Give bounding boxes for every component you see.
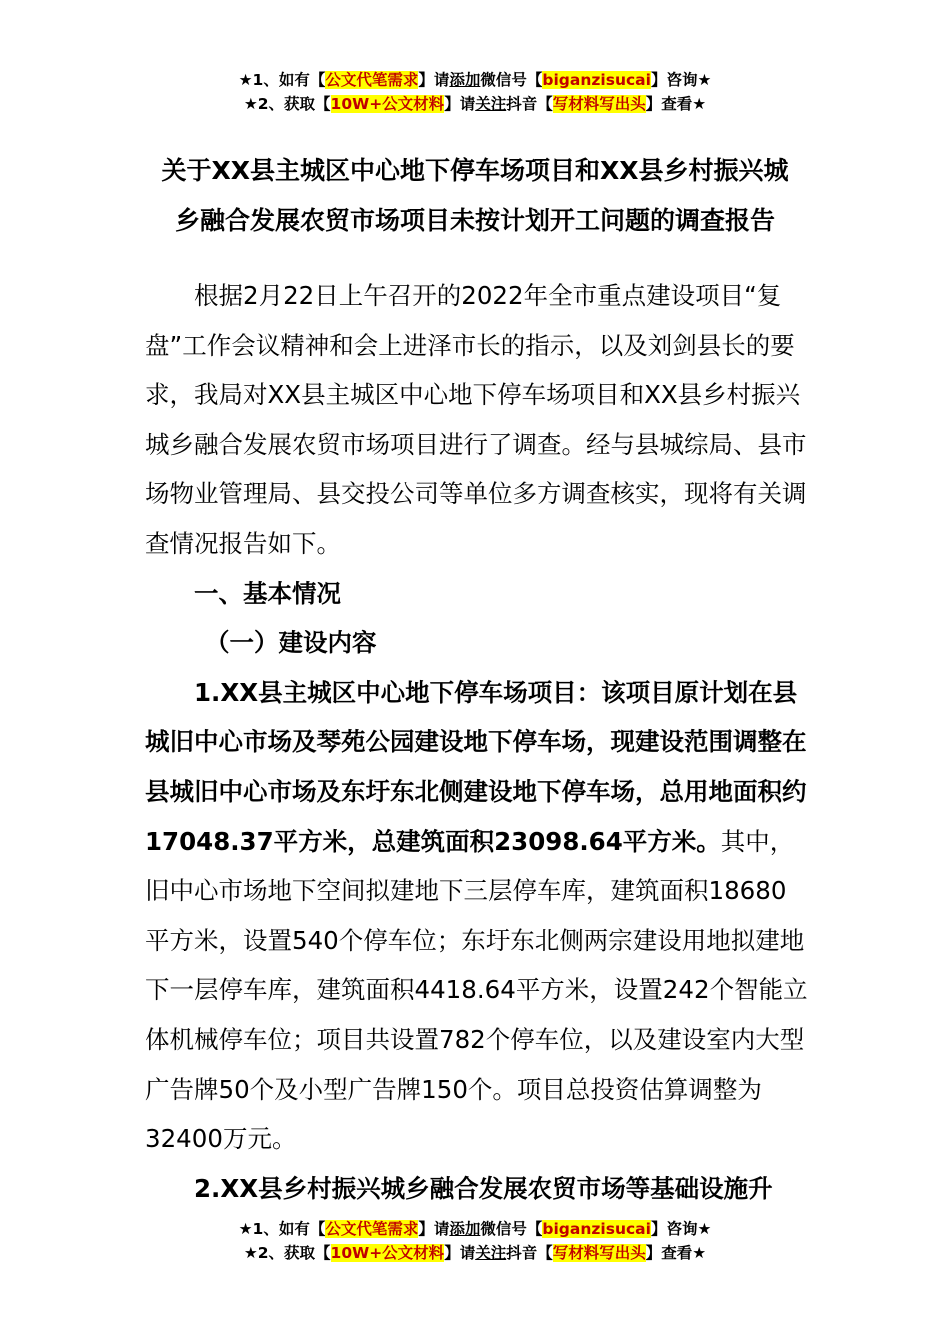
promo-text: 】咨询★ bbox=[650, 1220, 712, 1238]
promo-text: 微信号【 bbox=[480, 1220, 543, 1238]
highlight-materials: 10W+公文材料 bbox=[330, 95, 445, 113]
top-promo-banner bbox=[0, 68, 950, 116]
bottom-promo-banner bbox=[0, 1217, 950, 1265]
promo-text: 】请 bbox=[444, 1244, 476, 1262]
title-line-2: 乡融合发展农贸市场项目未按计划开工问题的调查报告 bbox=[174, 206, 775, 235]
promo-line-1 bbox=[0, 68, 950, 92]
promo-text: ★2、获取【 bbox=[243, 95, 331, 113]
document-title bbox=[100, 146, 850, 246]
highlight-douyin: 写材料写出头 bbox=[552, 95, 646, 113]
highlight-wechat-id: biganzisucai bbox=[542, 71, 651, 89]
title-line-1: 关于XX县主城区中心地下停车场项目和XX县乡村振兴城 bbox=[161, 156, 789, 185]
intro-paragraph: 根据2月22日上午召开的2022年全市重点建设项目“复盘”工作会议精神和会上进泽市长的指示，以及刘剑县长的要求，我局对XX县主城区中心地下停车场项目和XX县乡村振兴城乡融合发展农贸市场项目进行了调查。经与县城综局、县市场物业管理局、县交投公司等单位多方调查核实，现将有关调查情况报告如下。 bbox=[145, 281, 807, 558]
promo-text: ★1、如有【 bbox=[238, 71, 326, 89]
promo-text: 抖音【 bbox=[506, 95, 553, 113]
promo-text: ★2、获取【 bbox=[243, 1244, 331, 1262]
item-1-text: 其中，旧中心市场地下空间拟建地下三层停车库，建筑面积18680平方米，设置540个停车位；东圩东北侧两宗建设用地拟建地下一层停车库，建筑面积4418.64平方米，设置242个智能立体机械停车位；项目共设置782个停车位，以及建设室内大型广告牌50个及小型广告牌150个。项目总投资估算调整为32400万元。 bbox=[145, 826, 808, 1154]
promo-text: 】请 bbox=[418, 1220, 450, 1238]
promo-text: 】请 bbox=[418, 71, 450, 89]
document-body bbox=[145, 271, 809, 1213]
promo-text: 】查看★ bbox=[645, 1244, 707, 1262]
promo-text: 】咨询★ bbox=[650, 71, 712, 89]
underlined-follow: 关注 bbox=[475, 95, 507, 113]
item-1-bold: 1.XX县主城区中心地下停车场项目：该项目原计划在县城旧中心市场及琴苑公园建设地下停车场，现建设范围调整在县城旧中心市场及东圩东北侧建设地下停车场，总用地面积约17048.37平方米，总建筑面积23098.64平方米。 bbox=[145, 677, 807, 856]
underlined-add: 添加 bbox=[449, 1220, 481, 1238]
promo-text: 微信号【 bbox=[480, 71, 543, 89]
section-heading: 一、基本情况 bbox=[194, 578, 341, 608]
highlight-wechat-id: biganzisucai bbox=[542, 1220, 651, 1238]
underlined-follow: 关注 bbox=[475, 1244, 507, 1262]
highlight-service: 公文代笔需求 bbox=[325, 1220, 419, 1238]
promo-text: 抖音【 bbox=[506, 1244, 553, 1262]
promo-text: 】查看★ bbox=[645, 95, 707, 113]
item-2-heading: 2.XX县乡村振兴城乡融合发展农贸市场等基础设施升 bbox=[194, 1173, 773, 1203]
highlight-douyin: 写材料写出头 bbox=[552, 1244, 646, 1262]
promo-text: 】请 bbox=[444, 95, 476, 113]
promo-line-2 bbox=[0, 1241, 950, 1265]
promo-line-1 bbox=[0, 1217, 950, 1241]
highlight-materials: 10W+公文材料 bbox=[330, 1244, 445, 1262]
subsection-heading: （一）建设内容 bbox=[205, 628, 377, 658]
highlight-service: 公文代笔需求 bbox=[325, 71, 419, 89]
promo-text: ★1、如有【 bbox=[238, 1220, 326, 1238]
promo-line-2 bbox=[0, 92, 950, 116]
item-1-paragraph bbox=[145, 668, 809, 1164]
underlined-add: 添加 bbox=[449, 71, 481, 89]
